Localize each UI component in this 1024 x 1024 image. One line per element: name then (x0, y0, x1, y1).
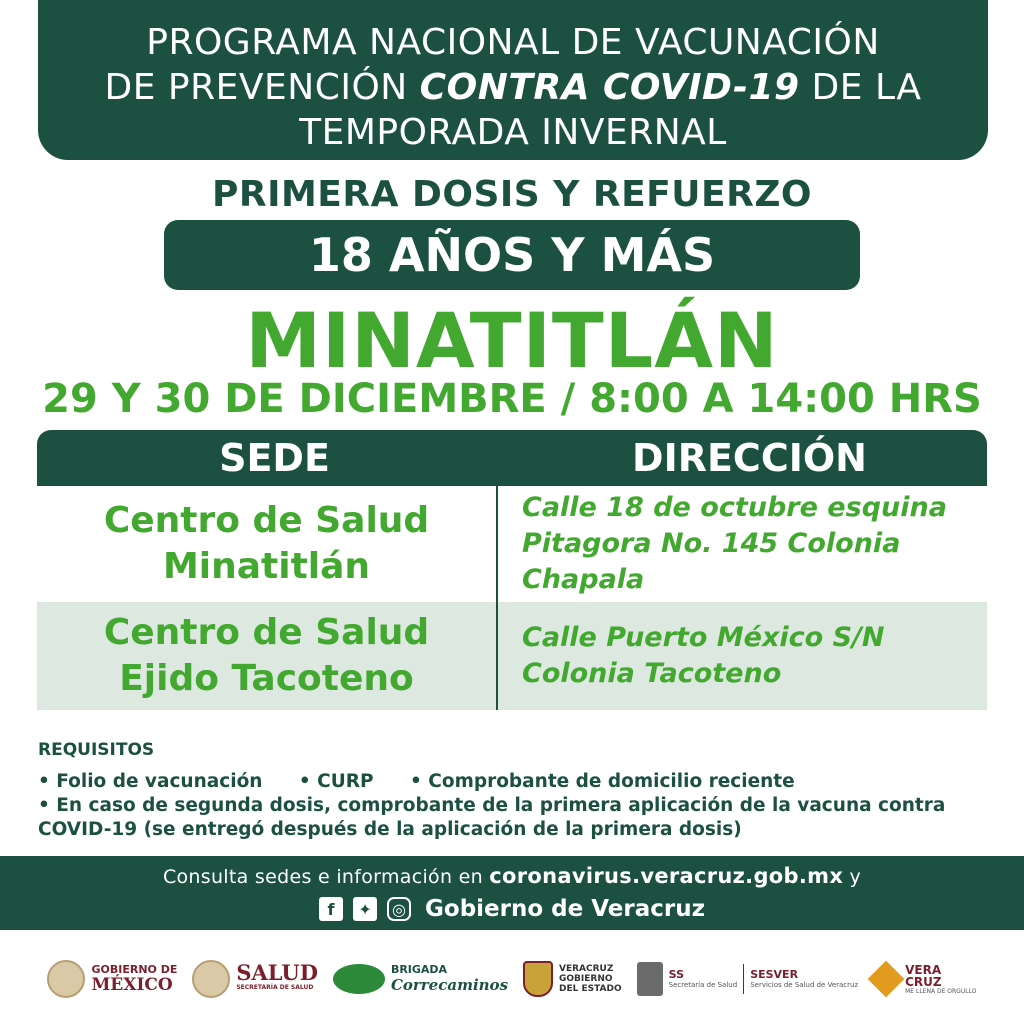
footer-banner (0, 856, 1024, 930)
header-line-2 (38, 65, 988, 110)
facebook-icon[interactable]: f (319, 897, 343, 921)
salud-logo (192, 960, 318, 998)
dates-schedule: 29 Y 30 DE DICIEMBRE / 8:00 A 14:00 HRS (42, 376, 982, 422)
direccion-line: Pitagora No. 145 Colonia (522, 528, 901, 559)
logo-text: MÉXICO (91, 975, 173, 995)
direccion-cell (498, 486, 987, 602)
table-header (37, 430, 987, 486)
direccion-line: Calle Puerto México S/N (522, 622, 885, 653)
requirements-section (38, 740, 988, 842)
twitter-icon[interactable]: ✦ (353, 897, 377, 921)
header-direccion: DIRECCIÓN (632, 436, 867, 480)
header-sede: SEDE (219, 436, 330, 480)
header-line-1: PROGRAMA NACIONAL DE VACUNACIÓN (146, 22, 880, 63)
state-shield-icon (523, 961, 553, 997)
footer-pre: Consulta sedes e información en (162, 866, 490, 888)
logos-strip (0, 944, 1024, 1014)
footer-url-link[interactable]: coronavirus.veracruz.gob.mx (489, 864, 844, 888)
header-line-2-post: DE LA (799, 67, 922, 108)
instagram-icon[interactable]: ◎ (387, 897, 411, 921)
logo-text: GOBIERNO DE (91, 963, 178, 976)
footer-social (0, 896, 1024, 922)
ss-building-icon (637, 962, 663, 996)
veracruz-orgullo-logo (873, 964, 976, 995)
logo-text: VERA (905, 962, 942, 977)
requirement-item: • Folio de vacunación (38, 771, 263, 792)
logo-text: ME LLENA DE ORGULLO (905, 987, 977, 995)
header-line-2-pre: DE PREVENCIÓN (104, 67, 420, 108)
logo-text: VERACRUZ (559, 964, 614, 974)
logo-text: DEL ESTADO (559, 984, 622, 994)
logo-divider (743, 964, 744, 994)
logo-text: BRIGADA (390, 963, 448, 976)
city-title: MINATITLÁN (245, 296, 779, 385)
age-badge: 18 AÑOS Y MÁS (164, 220, 860, 290)
table-row (37, 602, 987, 710)
footer-info (0, 856, 1024, 888)
requirements-line-3: COVID-19 (se entregó después de la aplicación de la primera dosis) (38, 819, 742, 840)
direccion-line: Calle 18 de octubre esquina (522, 492, 947, 523)
ss-sesver-logo (637, 962, 859, 996)
sede-line: Centro de Salud (103, 500, 430, 541)
header-line-3: TEMPORADA INVERNAL (299, 112, 727, 153)
gobierno-mexico-logo (47, 960, 177, 998)
requirement-item: • Comprobante de domicilio reciente (410, 771, 795, 792)
logo-text: SS (668, 968, 684, 981)
logo-text: Correcaminos (390, 976, 509, 994)
direccion-line: Colonia Tacoteno (522, 658, 782, 689)
sede-line: Centro de Salud (103, 612, 430, 653)
sede-cell (37, 602, 498, 710)
logo-text: Secretaría de Salud (668, 981, 738, 989)
requirements-line-1 (38, 770, 988, 794)
logo-text: SALUD (236, 960, 318, 985)
footer-post: y (843, 866, 862, 888)
sede-cell (37, 486, 498, 602)
logo-text: CRUZ (905, 974, 942, 989)
dose-subtitle: PRIMERA DOSIS Y REFUERZO (211, 174, 813, 215)
logo-text: SESVER (750, 968, 799, 981)
header-line-2-emph: CONTRA COVID-19 (419, 67, 800, 108)
logo-text: GOBIERNO (559, 974, 613, 984)
eagle-seal-icon (47, 960, 85, 998)
requirements-title: REQUISITOS (38, 740, 155, 760)
header-banner (38, 0, 988, 160)
veracruz-gobierno-logo (523, 961, 622, 997)
logo-text: SECRETARÍA DE SALUD (236, 984, 314, 991)
direccion-cell (498, 602, 987, 710)
sede-line: Ejido Tacoteno (119, 658, 414, 699)
requirement-item: • CURP (298, 771, 374, 792)
roadrunner-icon (333, 964, 385, 994)
logo-text: Servicios de Salud de Veracruz (750, 981, 859, 989)
direccion-line: Chapala (522, 564, 645, 595)
eagle-seal-icon (192, 960, 230, 998)
locations-table (37, 430, 987, 710)
brigada-correcaminos-logo (333, 964, 508, 994)
sede-line: Minatitlán (162, 546, 371, 587)
requirements-line-2: • En caso de segunda dosis, comprobante de la primera aplicación de la vacuna contra (38, 795, 946, 816)
flower-mark-icon (868, 961, 905, 998)
footer-gov-name: Gobierno de Veracruz (425, 896, 705, 922)
table-row (37, 486, 987, 602)
